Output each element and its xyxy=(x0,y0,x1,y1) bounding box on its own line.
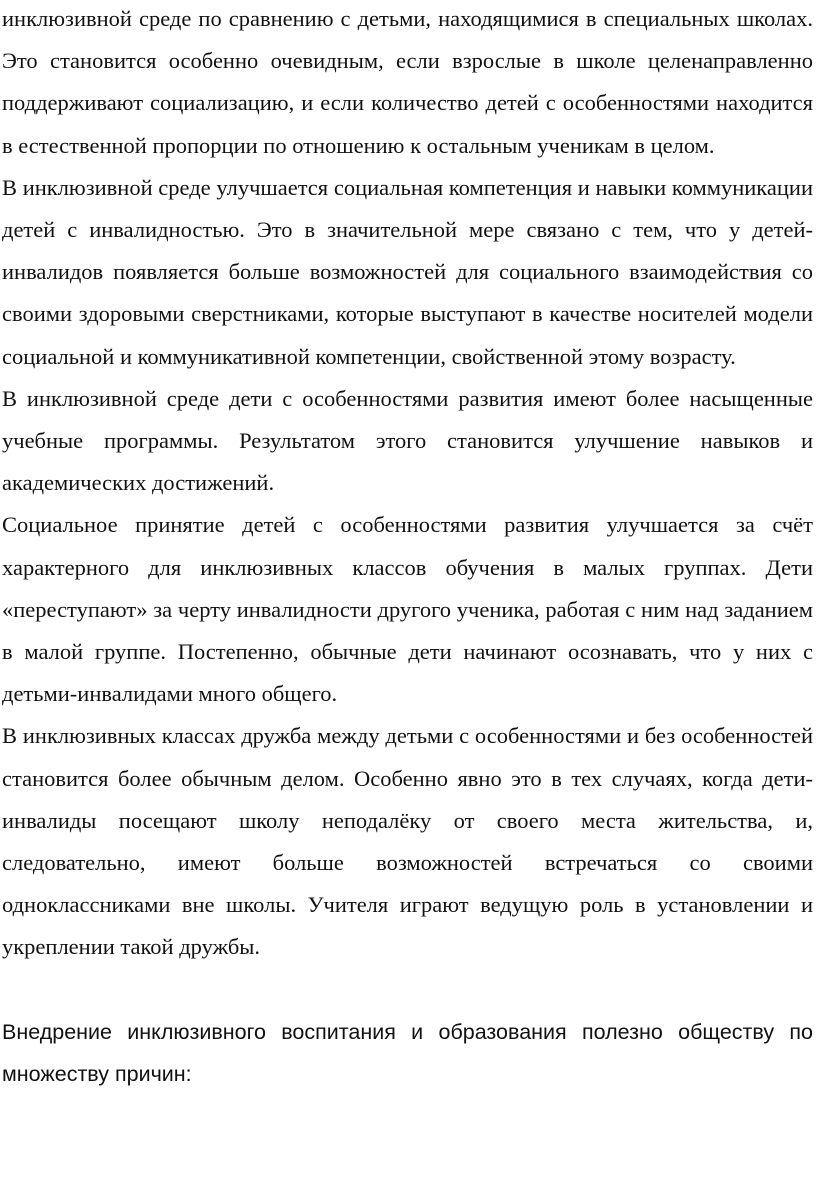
paragraph-continuation: инклюзивной среде по сравнению с детьми, находящимися в специальных школах. Это становится особенно очевидным, если взрослые в школе целенаправленно поддерживают социализацию, и если количество детей с особенностями находится в естественной пропорции по отношению к остальным ученикам в целом. xyxy=(2,6,813,158)
paragraph-social-acceptance: Социальное принятие детей с особенностями развития улучшается за счёт характерного для инклюзивных классов обучения в малых группах. Дети «переступают» за черту инвалидности другого ученика, работая с ним над заданием в малой группе. Постепенно, обычные дети начинают осознавать, что у них с детьми-инвалидами много общего. xyxy=(2,512,813,707)
paragraph-friendship: В инклюзивных классах дружба между детьми с особенностями и без особенностей становится более обычным делом. Особенно явно это в тех случаях, когда дети-инвалиды посещают школу неподалёку от своего места жительства, и, следовательно, имеют больше возможностей встречаться со своими одноклассниками вне школы. Учителя играют ведущую роль в установлении и укреплении такой дружбы. xyxy=(2,723,813,960)
paragraph-social-competence: В инклюзивной среде улучшается социальная компетенция и навыки коммуникации детей с инвалидностью. Это в значительной мере связано с тем, что у детей-инвалидов появляется больше возможностей для социального взаимодействия со своими здоровыми сверстниками, которые выступают в качестве носителей модели социальной и коммуникативной компетенции, свойственной этому возрасту. xyxy=(2,174,813,369)
blank-line xyxy=(2,969,813,1011)
paragraph-curriculum: В инклюзивной среде дети с особенностями развития имеют более насыщенные учебные программы. Результатом этого становится улучшение навыков и академических достижений. xyxy=(2,385,813,496)
paragraph-closing: Внедрение инклюзивного воспитания и образования полезно обществу по множеству причин: xyxy=(2,1019,813,1087)
